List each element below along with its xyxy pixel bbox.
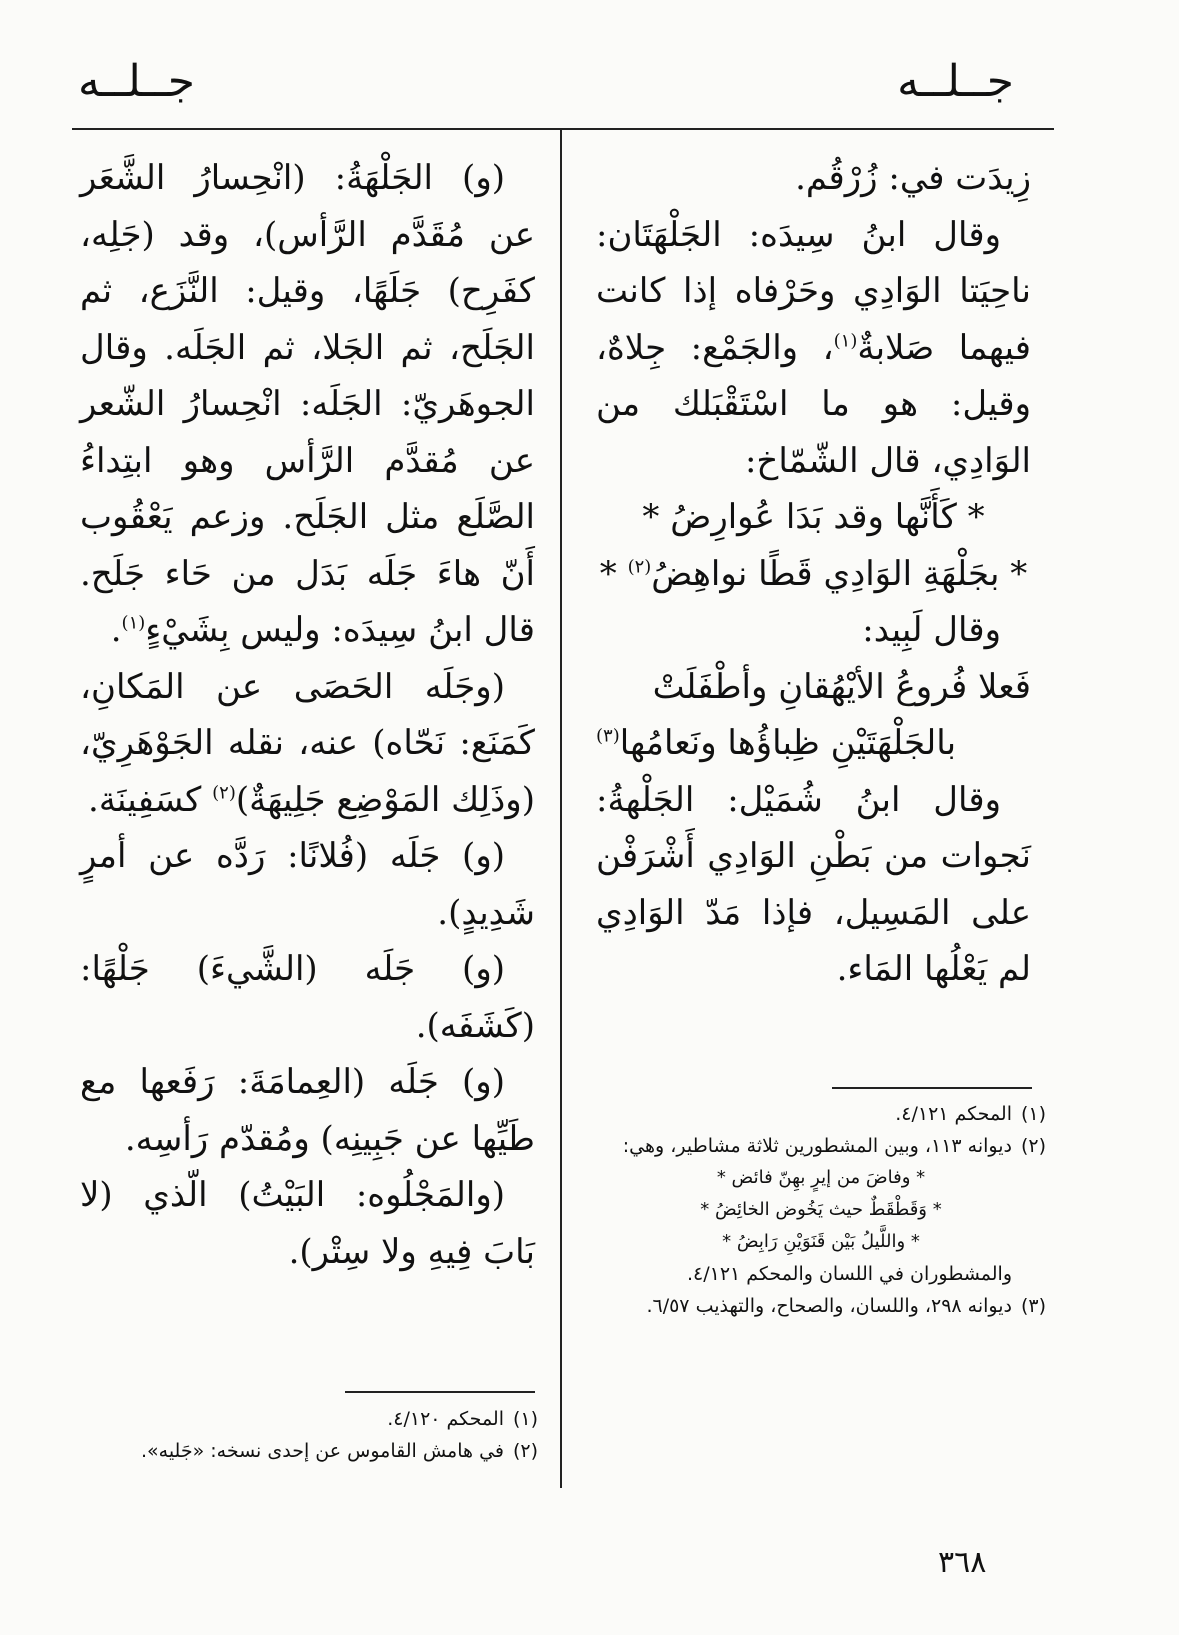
footnote-rule <box>832 1087 1032 1089</box>
footnote: (٢)في هامش القاموس عن إحدى نسخه: «جَليه». <box>140 1440 538 1462</box>
footnote-verse: * وَقَطْقَطٌ حيث يَخُوض الخائِضُ * <box>700 1199 942 1220</box>
entry-jalah-hasa: (وجَلَه الحَصَى عن المَكانِ، كَمَنَع: نَحّاه) عنه، نقله الجَوْهَرِيّ، (وذَلِك المَوْضِع جَلِيهَةٌ)$^{(٢)}$ كسَفِينَة. <box>80 666 535 820</box>
entry-ibn-shumayl: وقال ابنُ شُمَيْل: الجَلْهةُ: نَجوات من بَطْنِ الوَادِي أَشْرَفْن على المَسِيل، فإذا مَدّ الوَادِي لم يَعْلُها المَاء. <box>596 779 1031 989</box>
right-footnotes <box>596 1098 1046 1322</box>
footnote: (١)المحكم ٤/١٢٠. <box>387 1408 538 1430</box>
page-number: ٣٦٨ <box>938 1545 987 1580</box>
left-footnotes <box>80 1403 538 1467</box>
footnote-marker: (٢) <box>627 556 652 578</box>
verse-line: * كَأَنَّها وقد بَدَا عُوارِضُ * <box>642 497 985 537</box>
footnote-marker: (٣) <box>596 725 620 747</box>
footnote-verse: * واللَّيلُ بَيْن قَنَوَيْنِ رَابِضُ * <box>722 1231 920 1252</box>
footnote-marker: (١) <box>121 612 146 634</box>
footnote: (٢)ديوانه ١١٣، وبين المشطورين ثلاثة مشاطير، وهي: <box>622 1135 1046 1157</box>
verse-line: * بجَلْهَةِ الوَادِي قَطًا نواهِضُ$^{(٢)}$ * <box>599 553 1028 594</box>
entry-jalah-shay: (و) جَلَه (الشَّيءَ) جَلْهًا: (كَشَفَه). <box>80 949 535 1046</box>
header-rule <box>72 128 1054 130</box>
footnote-marker: (١) <box>833 330 858 352</box>
footnote: (٣)ديوانه ٢٩٨، واللسان، والصحاح، والتهذيب ٦/٥٧. <box>646 1295 1046 1317</box>
verse-line: فَعلا فُروعُ الأيْهُقانِ وأطْفَلَتْ <box>652 666 1031 707</box>
labid-intro: وقال لَبِيد: <box>862 610 1001 650</box>
entry-ibn-sidah: وقال ابنُ سِيدَه: الجَلْهَتَان: ناحِيَتا الوَادِي وحَرْفاه إذا كانت فيهما صَلابةٌ$^{(١)}$، والجَمْع: جِلاهٌ، وقيل: هو ما اسْتَقْبَلك من الوَادِي، قال الشّمّاخ: <box>596 214 1031 481</box>
footnote-tail: والمشطوران في اللسان والمحكم ٤/١٢١. <box>686 1263 1012 1285</box>
running-header-left: جــلــه <box>78 56 195 107</box>
footnote-rule <box>345 1391 535 1393</box>
entry-jalah-fulan: (و) جَلَه (فُلانًا: رَدَّه عن أمرٍ شَدِيدٍ). <box>80 836 535 933</box>
entry-jalha: (و) الجَلْهَةُ: (انْحِسارُ الشَّعَر عن مُقَدَّم الرَّأس)، وقد (جَلِه، كفَرِح) جَلَهًا، وقيل: النَّزَع، ثم الجَلَح، ثم الجَلا، ثم الجَلَه. وقال الجوهَريّ: الجَلَه: انْحِسارُ الشّعر عن مُقدَّم الرَّأس وهو ابتِداءُ الصَّلَع مثل الجَلَح. وزعم يَعْقُوب أَنّ هاءَ جَلَه بَدَل من حَاء جَلَح. قال ابنُ سِيدَه: وليس بِشَيْءٍ$^{(١)}$. <box>80 158 535 650</box>
running-header-right: جــلــه <box>897 56 1014 107</box>
right-column <box>596 150 1031 998</box>
footnote-marker: (٢) <box>212 782 236 804</box>
left-column <box>80 150 535 1280</box>
entry-majluh: (والمَجْلُوه: البَيْتُ) الّذي (لا بَابَ فِيهِ ولا سِتْر). <box>80 1175 535 1272</box>
column-divider <box>560 128 562 1488</box>
footnote: (١)المحكم ٤/١٢١. <box>895 1103 1046 1125</box>
verse-line: بالجَلْهَتَيْنِ ظِباؤُها ونَعامُها$^{(٣)}$ <box>596 723 957 763</box>
footnote-verse: * وفاضَ من إيرٍ بهِنّ فائض * <box>716 1167 926 1188</box>
entry-jalah-imama: (و) جَلَه (العِمامَةَ: رَفَعها مع طَيِّها عن جَبِينِه) ومُقدّم رَأسِه. <box>80 1062 535 1159</box>
entry-text: زِيدَت في: زُرْقُم. <box>795 158 1031 198</box>
